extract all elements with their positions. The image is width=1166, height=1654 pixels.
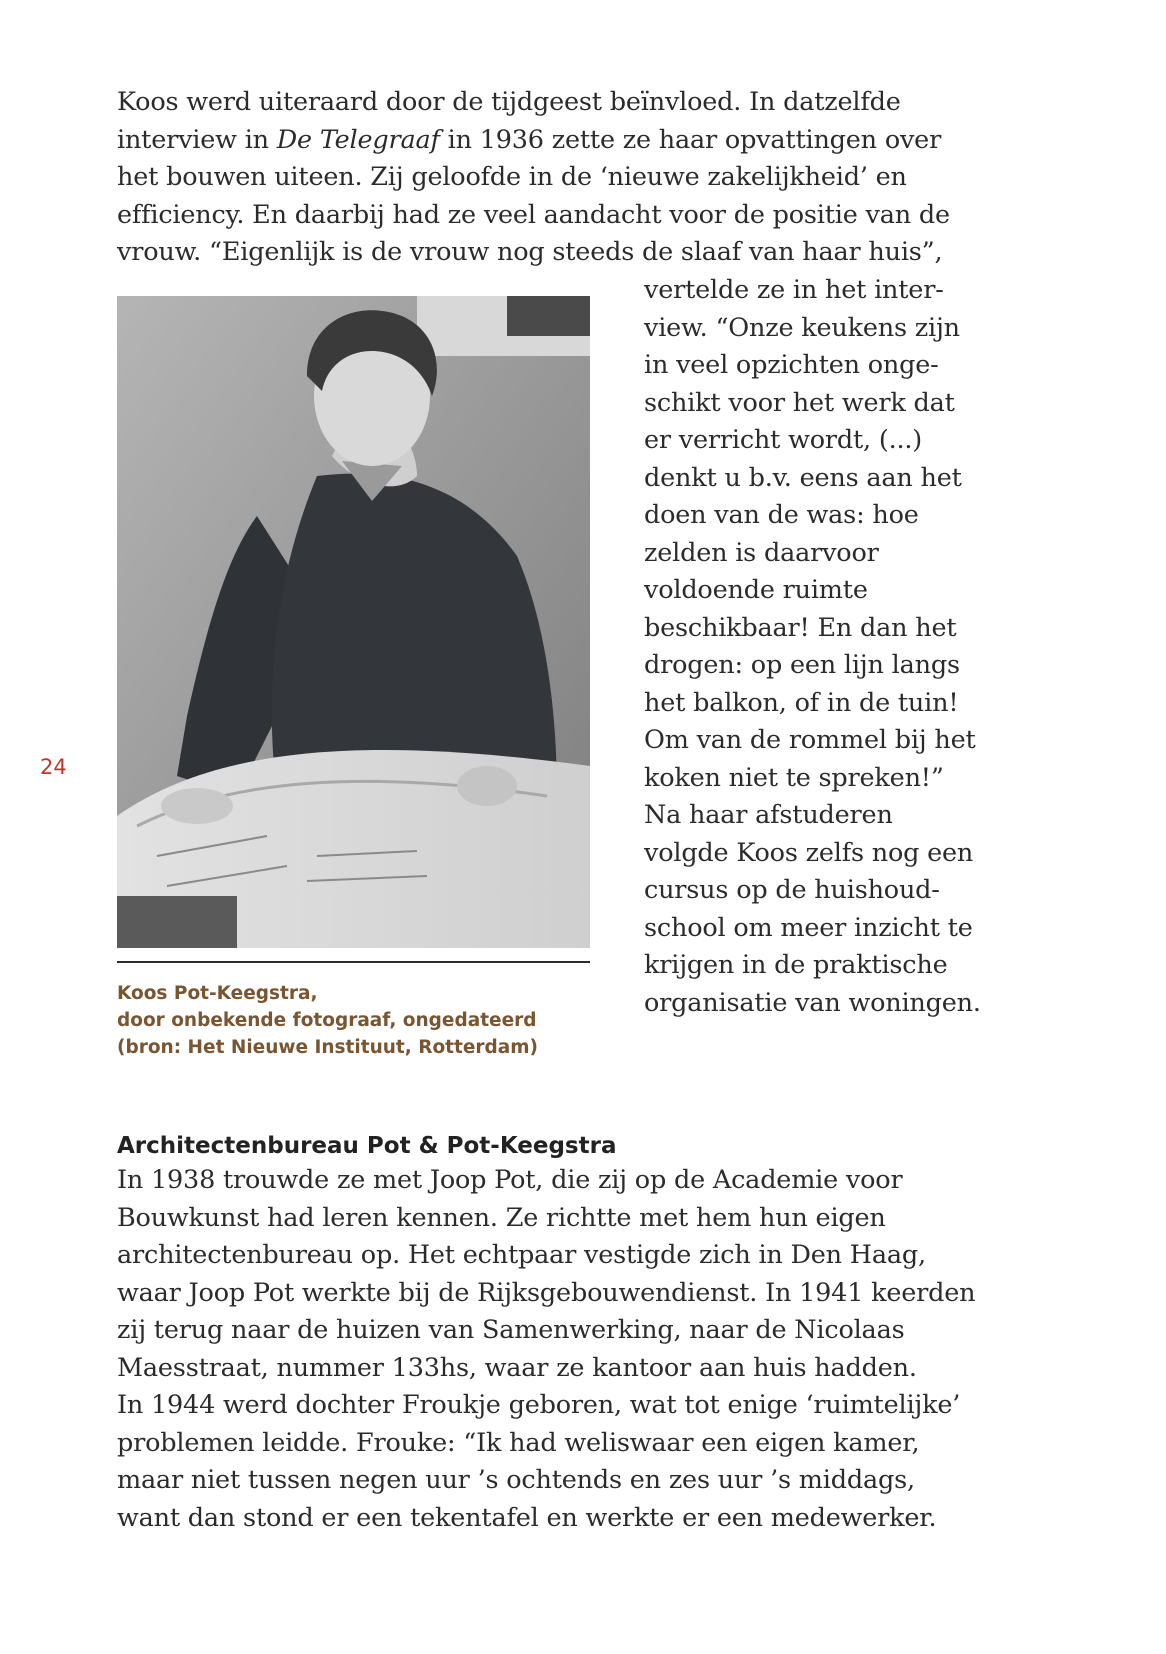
- bottom-paragraph: [117, 1162, 975, 1537]
- portrait-photo: [117, 296, 590, 948]
- caption-line: door onbekende fotograaf, ongedateerd: [117, 1010, 537, 1031]
- side-paragraph: [644, 272, 981, 1022]
- text-line: In 1944 werd dochter Froukje geboren, wat tot enige ‘ruimtelijke’: [117, 1390, 961, 1420]
- text-line: volgde Koos zelfs nog een: [644, 837, 974, 868]
- text-line: Om van de rommel bij het: [644, 725, 976, 755]
- text-line: waar Joop Pot werkte bij de Rijksgebouwendienst. In 1941 keerden: [117, 1277, 976, 1308]
- text-line: krijgen in de praktische: [644, 950, 948, 980]
- text-line: In 1938 trouwde ze met Joop Pot, die zij op de Academie voor: [117, 1165, 903, 1195]
- caption-divider: [117, 961, 590, 963]
- text-line: Maesstraat, nummer 133hs, waar ze kantoor aan huis hadden.: [117, 1352, 917, 1383]
- text-line: problemen leidde. Frouke: “Ik had weliswaar een eigen kamer,: [117, 1427, 920, 1458]
- text-line: het bouwen uiteen. Zij geloofde in de ‘nieuwe zakelijkheid’ en: [117, 162, 907, 192]
- text-line: school om meer inzicht te: [644, 912, 973, 943]
- text-line: zij terug naar de huizen van Samenwerking, naar de Nicolaas: [117, 1315, 905, 1345]
- text-line: Bouwkunst had leren kennen. Ze richtte met hem hun eigen: [117, 1202, 886, 1233]
- page-number: 24: [40, 755, 67, 779]
- text-line: vertelde ze in het inter-: [644, 275, 944, 305]
- section-heading: Architectenbureau Pot & Pot-Keegstra: [117, 1133, 617, 1159]
- photo-illustration: [117, 296, 590, 948]
- text-line: Koos werd uiteraard door de tijdgeest beïnvloed. In datzelfde: [117, 87, 901, 117]
- intro-paragraph: [117, 84, 950, 272]
- caption-line: Koos Pot-Keegstra,: [117, 983, 318, 1004]
- text-line: interview in De Telegraaf in 1936 zette ze haar opvattingen over: [117, 124, 942, 155]
- text-line: organisatie van woningen.: [644, 987, 981, 1018]
- text-line: want dan stond er een tekentafel en werkte er een medewerker.: [117, 1502, 937, 1533]
- text-line: er verricht wordt, (...): [644, 425, 923, 455]
- text-line: efficiency. En daarbij had ze veel aandacht voor de positie van de: [117, 199, 950, 230]
- text-line: in veel opzichten onge-: [644, 350, 939, 380]
- newspaper-title: De Telegraaf: [276, 124, 440, 155]
- text-line: voldoende ruimte: [644, 575, 868, 605]
- text-line: beschikbaar! En dan het: [644, 612, 957, 643]
- text-line: zelden is daarvoor: [644, 537, 879, 568]
- text-line: het balkon, of in de tuin!: [644, 687, 959, 718]
- text-line: doen van de was: hoe: [644, 500, 919, 530]
- text-line: schikt voor het werk dat: [644, 387, 955, 418]
- text-line: drogen: op een lijn langs: [644, 650, 960, 680]
- text-line: denkt u b.v. eens aan het: [644, 462, 962, 493]
- text-line: koken niet te spreken!”: [644, 762, 944, 793]
- text-line: architectenbureau op. Het echtpaar vestigde zich in Den Haag,: [117, 1240, 926, 1270]
- caption-line: (bron: Het Nieuwe Instituut, Rotterdam): [117, 1037, 538, 1058]
- text-line: vrouw. “Eigenlijk is de vrouw nog steeds de slaaf van haar huis”,: [117, 237, 943, 267]
- text-line: view. “Onze keukens zijn: [644, 312, 960, 343]
- text-line: maar niet tussen negen uur ’s ochtends en zes uur ’s middags,: [117, 1465, 915, 1495]
- photo-caption: [117, 980, 538, 1061]
- text-line: Na haar afstuderen: [644, 800, 893, 830]
- text-line: cursus op de huishoud-: [644, 875, 940, 905]
